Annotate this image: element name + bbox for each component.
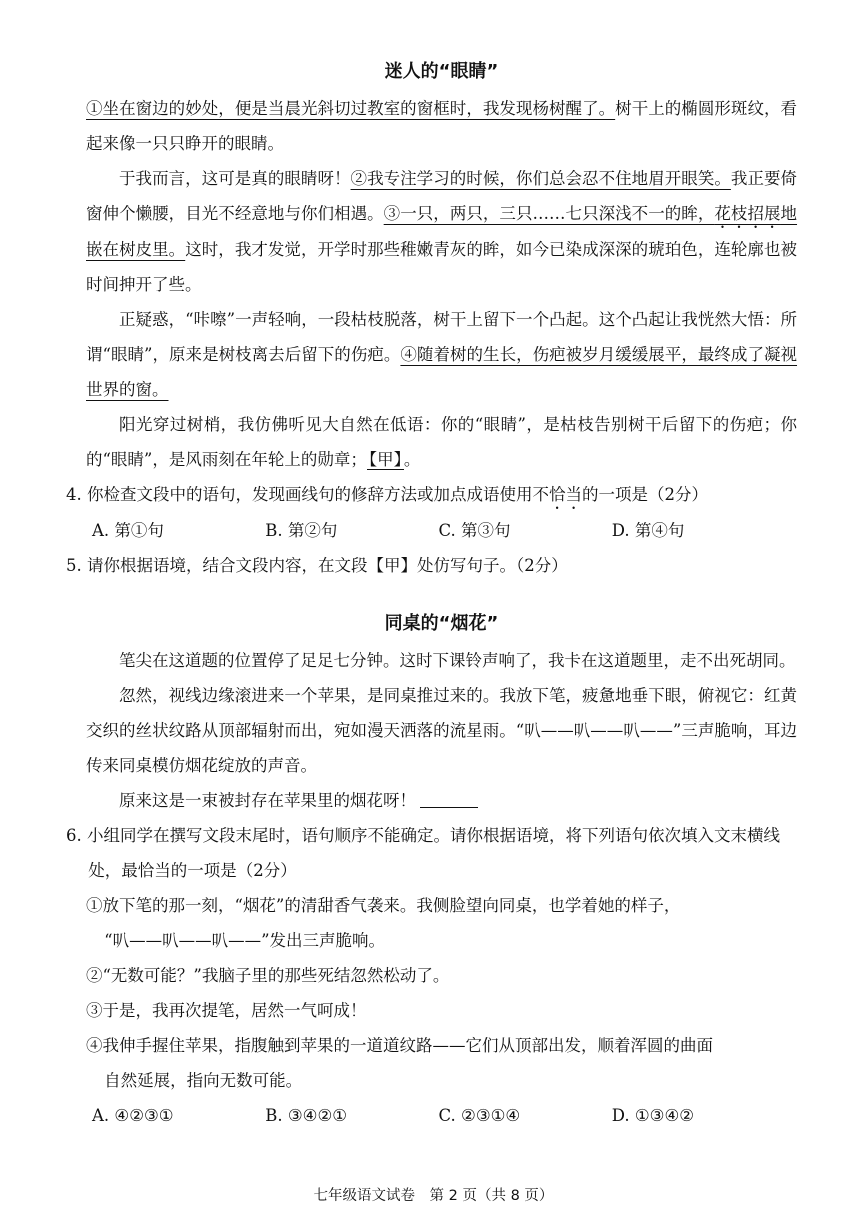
- item-continuation: 自然延展，指向无数可能。: [104, 1071, 303, 1090]
- blank-jia: 【甲】: [368, 450, 402, 469]
- item-continuation: “叭——叭——叭——”发出三声脆响。: [104, 931, 386, 950]
- question-text: 你检查文段中的语句，发现画线句的修辞方法或加点成语使用不: [87, 485, 549, 504]
- sentence-item-1: [86, 888, 797, 958]
- option-b[interactable]: B. ③④②①: [265, 1106, 348, 1125]
- option-c[interactable]: C. 第③句: [438, 521, 511, 540]
- option-d[interactable]: D. ①③④②: [611, 1106, 695, 1125]
- paragraph-text: 阳光穿过树梢，我仿佛听见大自然在低语：你的“眼睛”，是枯枝告别树干后留下的伤疤；你的“眼睛”，是风雨刻在年轮上的勋章；: [86, 415, 797, 469]
- question-text: 小组同学在撰写文段末尾时，语句顺序不能确定。请你根据语境，将下列语句依次填入文末横线处，最恰当的一项是（2分）: [87, 826, 780, 880]
- option-c[interactable]: C. ②③①④: [438, 1106, 521, 1125]
- paragraph-text: 原来这是一束被封存在苹果里的烟花呀！: [119, 791, 416, 810]
- question-4-options: [92, 513, 797, 548]
- passage1-paragraph-2: [86, 161, 797, 302]
- question-5: [66, 548, 797, 583]
- passage2-paragraph-1: 笔尖在这道题的位置停了足足七分钟。这时下课铃声响了，我卡在这道题里，走不出死胡同。: [119, 651, 796, 670]
- sentence-3-end: 地嵌在树皮里。: [86, 204, 798, 259]
- item-text: ④我伸手握住苹果，指腹触到苹果的一道道纹路——它们从顶部出发，顺着浑圆的曲面: [86, 1036, 713, 1055]
- sentence-item-4: [86, 1028, 797, 1098]
- question-6: [66, 818, 797, 888]
- question-6-options: [92, 1098, 797, 1133]
- passage2-paragraph-2: 忽然，视线边缘滚进来一个苹果，是同桌推过来的。我放下笔，疲惫地垂下眼，俯视它：红黄交织的丝状纹路从顶部辐射而出，宛如漫天洒落的流星雨。“叭——叭——叭——”三声脆响，耳边传来同桌模仿烟花绽放的声音。: [86, 686, 797, 775]
- sentence-item-3: ③于是，我再次提笔，居然一气呵成！: [86, 1001, 367, 1020]
- sentence-2-underlined: ②我专注学习的时候，你们总会忍不住地眉开眼笑。: [350, 169, 731, 188]
- paragraph-text: 树干上的椭圆形斑纹，看起来像一只只睁开的眼睛。: [86, 99, 798, 153]
- paragraph-text: 于我而言，这可是真的眼睛呀！: [119, 169, 351, 188]
- sentence-3-part: ③一只，两只，三只……七只深浅不一的眸，: [383, 204, 715, 223]
- paragraph-text: 这时，我才发觉，开学时那些稚嫩青灰的眸，如今已染成深深的琥珀色，连轮廓也被时间抻开了些。: [86, 240, 798, 294]
- option-a[interactable]: A. 第①句: [92, 521, 164, 540]
- question-text: 请你根据语境，结合文段内容，在文段【甲】处仿写句子。（2分）: [87, 556, 568, 575]
- option-a[interactable]: A. ④②③①: [92, 1106, 174, 1125]
- question-4: [66, 477, 797, 513]
- question-text: 的一项是（2分）: [582, 485, 708, 504]
- dotted-word: 恰当: [549, 485, 582, 504]
- passage1-title: 迷人的“眼睛”: [384, 61, 499, 82]
- question-number: 5.: [66, 556, 82, 575]
- page-footer: 七年级语文试卷 第 2 页（共 8 页）: [313, 1188, 554, 1204]
- item-text: ①放下笔的那一刻，“烟花”的清甜香气袭来。我侧脸望向同桌，也学着她的样子，: [86, 896, 681, 915]
- passage1-paragraph-3: [86, 302, 797, 407]
- sentence-1-underlined: ①坐在窗边的妙处，便是当晨光斜切过教室的窗框时，我发现杨树醒了。: [86, 99, 616, 118]
- passage1-paragraph-4: [86, 407, 797, 477]
- answer-blank[interactable]: [420, 791, 478, 808]
- paragraph-text: 正疑惑，“咔嚓”一声轻响，一段枯枝脱落，树干上留下一个凸起。这个凸起让我恍然大悟：所谓“眼睛”，原来是树枝离去后留下的伤疤。: [86, 310, 797, 364]
- sentence-4-underlined: ④随着树的生长，伤疤被岁月缓缓展平，最终成了凝视世界的窗。: [86, 345, 798, 399]
- question-6-items: [86, 888, 797, 1098]
- passage2-paragraph-3: [86, 783, 797, 818]
- passage1-paragraph-1: [86, 91, 797, 161]
- sentence-item-2: ②“无数可能？”我脑子里的那些死结忽然松动了。: [86, 966, 450, 985]
- passage2-title: 同桌的“烟花”: [384, 613, 499, 634]
- question-number: 6.: [66, 826, 82, 845]
- option-b[interactable]: B. 第②句: [265, 521, 338, 540]
- option-d[interactable]: D. 第④句: [611, 521, 685, 540]
- dotted-idiom: 花枝招展: [714, 204, 781, 223]
- question-number: 4.: [66, 485, 82, 504]
- paragraph-text: 我正要倚窗伸个懒腰，目光不经意地与你们相遇。: [86, 169, 798, 223]
- paragraph-end: 。: [403, 450, 421, 469]
